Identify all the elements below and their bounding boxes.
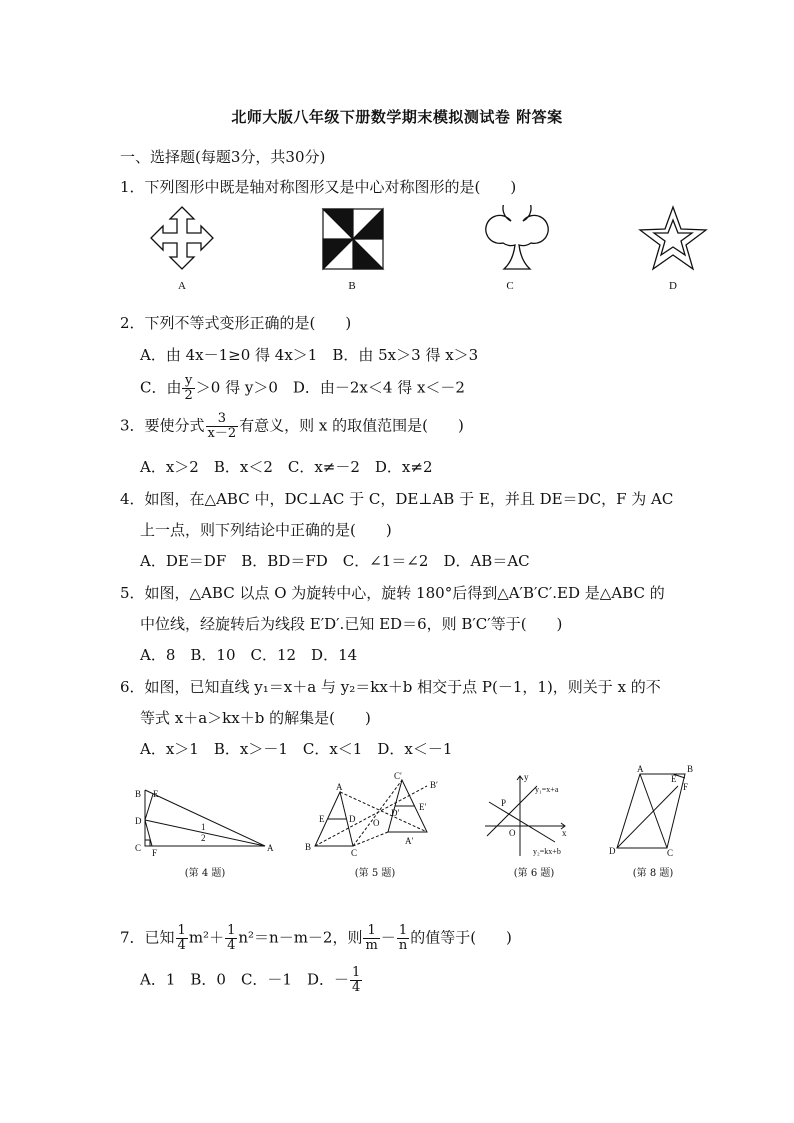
label-d: D — [349, 814, 356, 824]
figure-4-labels — [135, 789, 274, 858]
option-c-label: C — [506, 280, 514, 292]
label-c: C — [351, 848, 358, 858]
label-b: B — [687, 764, 694, 774]
frac-num: 1 — [177, 923, 186, 938]
frac-num: y — [184, 373, 193, 388]
frac-den: 4 — [177, 938, 186, 953]
label-c: C — [135, 843, 142, 853]
label-y: y — [524, 772, 529, 782]
q7-mid2: n²＝n－m－2，则 — [238, 928, 363, 947]
label-e-prime: E′ — [419, 802, 427, 812]
page-title: 北师大版八年级下册数学期末模拟测试卷 附答案 — [231, 108, 563, 126]
fraction-1-over-4 — [176, 924, 188, 953]
question-2-options-ab: A．由 4x－1≥0 得 4x＞1 B．由 5x＞3 得 x＞3 — [140, 346, 479, 364]
q7-mid3: － — [380, 928, 396, 947]
label-e: E — [319, 814, 325, 824]
option-a-label: A — [178, 280, 186, 292]
q2-c-post: ＞0 得 y＞0 D．由－2x＜4 得 x＜－2 — [195, 378, 465, 397]
figure-8 — [617, 774, 685, 848]
frac-num: 1 — [367, 923, 376, 938]
q1-figures — [140, 205, 730, 285]
label-a: A — [336, 782, 343, 792]
option-d-label: D — [669, 280, 677, 292]
q7-mid1: m²＋ — [188, 928, 225, 947]
label-b: B — [305, 842, 312, 852]
fraction-1-over-m — [363, 924, 379, 953]
option-b-label: B — [348, 280, 356, 292]
question-5-options: A．8 B．10 C．12 D．14 — [140, 646, 358, 664]
label-a: A — [637, 764, 644, 774]
question-3-options: A．x＞2 B．x＜2 C．x≠－2 D．x≠2 — [140, 458, 433, 476]
option-d-star-figure — [640, 207, 706, 269]
frac-den: m — [365, 938, 378, 953]
question-7-options — [140, 966, 363, 995]
caption-figure-6: (第 6 题) — [513, 868, 555, 879]
question-6-stem-line1: 6．如图，已知直线 y₁＝x＋a 与 y₂＝kx＋b 相交于点 P(－1，1)，则关于 x 的不 — [120, 678, 661, 696]
caption-figure-4: (第 4 题) — [184, 868, 226, 879]
label-d: D — [609, 846, 616, 856]
section-heading: 一、选择题(每题3分，共30分) — [120, 148, 326, 166]
frac-den: n — [398, 938, 408, 953]
frac-num: 1 — [398, 923, 408, 938]
question-2-stem: 2．下列不等式变形正确的是( ) — [120, 314, 352, 332]
fraction-1-over-n — [397, 924, 409, 953]
label-c: C — [667, 848, 674, 858]
label-f: F — [152, 848, 158, 858]
label-x: x — [562, 828, 567, 838]
question-7-stem — [120, 924, 512, 953]
question-4-options: A．DE＝DF B．BD＝FD C．∠1＝∠2 D．AB＝AC — [140, 552, 530, 570]
q7-pre: 7．已知 — [120, 928, 175, 947]
caption-figure-5: (第 5 题) — [354, 868, 396, 879]
q7-options-pre: A．1 B．0 C．－1 D．－ — [140, 970, 349, 989]
question-6-stem-line2: 等式 x＋a＞kx＋b 的解集是( ) — [140, 709, 371, 727]
frac-num: 1 — [352, 965, 361, 980]
label-d-prime: D′ — [391, 808, 400, 818]
q3-pre: 3．要使分式 — [120, 416, 205, 435]
question-2-options-cd — [140, 374, 465, 403]
frac-den: x－2 — [207, 426, 237, 441]
label-p: P — [501, 798, 507, 808]
option-b-pinwheel-figure — [323, 209, 383, 269]
label-y1: y₁=x+a — [535, 785, 559, 794]
label-a-prime: A′ — [405, 836, 414, 846]
question-4-stem-line1: 4．如图，在△ABC 中，DC⊥AC 于 C，DE⊥AB 于 E，并且 DE＝DC，F 为 AC — [120, 490, 674, 508]
label-y2: y₂=kx+b — [533, 847, 561, 856]
label-d: D — [135, 816, 142, 826]
question-6-options: A．x＞1 B．x＞－1 C．x＜1 D．x＜－1 — [140, 740, 453, 758]
label-f: F — [683, 782, 689, 792]
q7-post: 的值等于( ) — [410, 928, 512, 947]
label-angle-1: 1 — [201, 822, 206, 832]
fraction-y-over-2 — [182, 374, 194, 403]
question-3-stem — [120, 412, 464, 441]
frac-num: 1 — [227, 923, 236, 938]
label-c-prime: C′ — [394, 771, 402, 781]
question-4-stem-line2: 上一点，则下列结论中正确的是( ) — [140, 521, 392, 539]
label-b-prime: B′ — [430, 780, 438, 790]
option-a-arrow-figure — [151, 207, 213, 269]
q3-post: 有意义，则 x 的取值范围是( ) — [239, 416, 464, 435]
frac-den: 2 — [184, 388, 193, 403]
label-a: A — [267, 843, 274, 853]
frac-num: 3 — [217, 411, 226, 426]
fraction-1-over-4 — [350, 966, 362, 995]
frac-den: 4 — [227, 938, 236, 953]
fraction-3-over-x-2 — [206, 412, 239, 441]
label-e: E — [153, 789, 159, 799]
label-e: E — [671, 774, 677, 784]
caption-figure-8: (第 8 题) — [632, 868, 674, 879]
label-angle-2: 2 — [201, 833, 206, 843]
frac-den: 4 — [352, 980, 361, 995]
fraction-1-over-4 — [225, 924, 237, 953]
question-1-stem: 1．下列图形中既是轴对称图形又是中心对称图形的是( ) — [120, 178, 517, 196]
label-o: O — [509, 828, 516, 838]
geometry-figures — [125, 764, 715, 864]
figure-6-labels — [501, 772, 567, 856]
question-5-stem-line1: 5．如图，△ABC 以点 O 为旋转中心，旋转 180°后得到△A′B′C′.ED 是△ABC 的 — [120, 584, 665, 602]
label-o: O — [373, 818, 380, 828]
label-b: B — [135, 789, 142, 799]
option-c-club-figure — [486, 205, 548, 269]
q2-c-pre: C．由 — [140, 378, 182, 397]
question-5-stem-line2: 中位线，经旋转后为线段 E′D′.已知 ED＝6，则 B′C′等于( ) — [140, 615, 563, 633]
